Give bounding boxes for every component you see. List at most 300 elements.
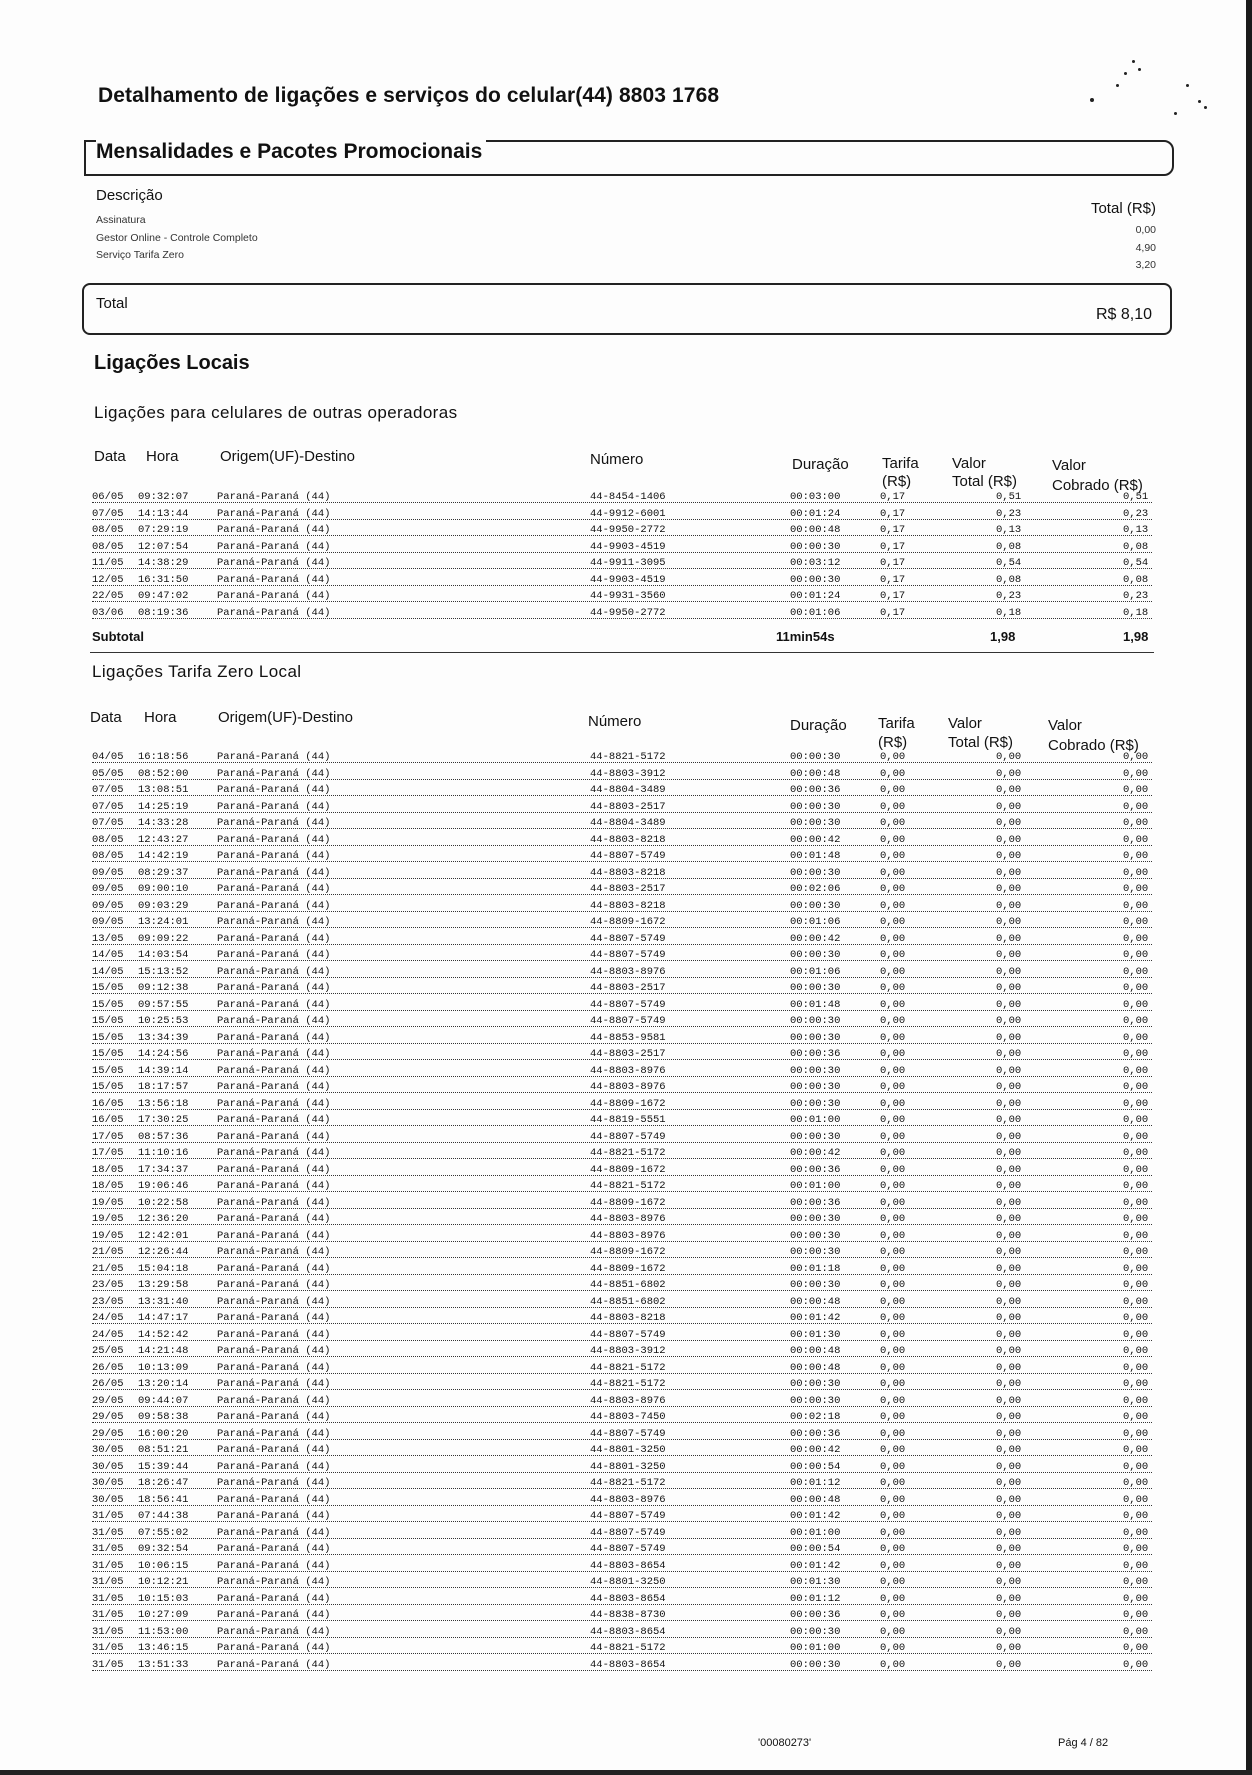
cell-valor-cobrado: 0,00 <box>1123 850 1149 862</box>
cell-origem: Paraná-Paraná (44) <box>217 1180 331 1192</box>
cell-valor-cobrado: 0,00 <box>1123 1592 1149 1605</box>
col-valor-cobrado-unit: Cobrado (R$) <box>1048 737 1139 754</box>
cell-duracao: 00:00:30 <box>790 982 841 994</box>
cell-data: 15/05 <box>92 1031 124 1044</box>
cell-data: 22/05 <box>92 590 124 602</box>
cell-origem: Paraná-Paraná (44) <box>217 1427 331 1440</box>
cell-hora: 13:08:51 <box>138 784 189 796</box>
cell-tarifa: 0,00 <box>880 833 906 846</box>
cell-valor-total: 0,00 <box>996 1081 1022 1093</box>
cell-valor-total: 0,00 <box>996 1229 1022 1242</box>
cell-valor-total: 0,23 <box>996 507 1022 520</box>
cell-valor-cobrado: 0,00 <box>1123 1180 1149 1192</box>
description-values <box>1136 222 1156 275</box>
cell-hora: 16:00:20 <box>138 1427 189 1440</box>
cell-duracao: 00:00:30 <box>790 1081 841 1093</box>
cell-hora: 10:06:15 <box>138 1559 189 1572</box>
col-data: Data <box>90 709 122 726</box>
cell-numero: 44-8809-1672 <box>590 1246 666 1258</box>
cell-hora: 14:47:17 <box>138 1312 189 1324</box>
subtotal-total: 1,98 <box>990 629 1016 644</box>
cell-tarifa: 0,00 <box>880 850 906 862</box>
cell-data: 21/05 <box>92 1262 124 1275</box>
cell-numero: 44-8803-8976 <box>590 1229 666 1242</box>
cell-valor-total: 0,00 <box>996 1559 1022 1572</box>
cell-origem: Paraná-Paraná (44) <box>217 1147 331 1159</box>
cell-hora: 07:29:19 <box>138 524 189 536</box>
cell-numero: 44-8803-7450 <box>590 1411 666 1423</box>
cell-duracao: 00:00:30 <box>790 1625 841 1638</box>
table-row <box>90 1262 1152 1279</box>
cell-valor-cobrado: 0,00 <box>1123 1114 1149 1126</box>
cell-duracao: 00:01:00 <box>790 1114 841 1126</box>
cell-hora: 12:36:20 <box>138 1213 189 1225</box>
cell-hora: 10:22:58 <box>138 1196 189 1209</box>
cell-duracao: 00:01:12 <box>790 1592 841 1605</box>
table-row <box>90 1641 1152 1658</box>
cell-tarifa: 0,00 <box>880 1576 906 1588</box>
col-origem: Origem(UF)-Destino <box>220 448 356 465</box>
cell-tarifa: 0,17 <box>880 507 906 520</box>
cell-tarifa: 0,00 <box>880 1279 906 1291</box>
cell-numero: 44-8803-8976 <box>590 1394 666 1407</box>
cell-duracao: 00:00:54 <box>790 1543 841 1555</box>
cell-valor-cobrado: 0,00 <box>1123 1064 1149 1077</box>
cell-data: 08/05 <box>92 850 124 862</box>
col-valor-cobrado: Valor <box>1048 717 1082 734</box>
cell-valor-cobrado: 0,00 <box>1123 1609 1149 1621</box>
cell-tarifa: 0,00 <box>880 1015 906 1027</box>
cell-hora: 09:32:54 <box>138 1543 189 1555</box>
table-row <box>90 1344 1152 1361</box>
cell-data: 15/05 <box>92 1015 124 1027</box>
cell-hora: 07:44:38 <box>138 1510 189 1522</box>
cell-valor-total: 0,00 <box>996 1262 1022 1275</box>
cell-tarifa: 0,17 <box>880 524 906 536</box>
cell-duracao: 00:00:30 <box>790 899 841 912</box>
cell-duracao: 00:00:42 <box>790 932 841 945</box>
table-row <box>90 833 1152 850</box>
cell-duracao: 00:00:48 <box>790 524 841 536</box>
cell-tarifa: 0,00 <box>880 916 906 928</box>
cell-valor-total: 0,00 <box>996 833 1022 846</box>
cell-valor-total: 0,00 <box>996 1345 1022 1357</box>
cell-data: 13/05 <box>92 932 124 945</box>
cell-valor-cobrado: 0,00 <box>1123 883 1149 895</box>
cell-origem: Paraná-Paraná (44) <box>217 1262 331 1275</box>
cell-numero: 44-8803-2517 <box>590 982 666 994</box>
cell-duracao: 00:00:30 <box>790 817 841 829</box>
cell-valor-cobrado: 0,51 <box>1123 491 1149 503</box>
cell-hora: 13:34:39 <box>138 1031 189 1044</box>
cell-data: 19/05 <box>92 1196 124 1209</box>
cell-origem: Paraná-Paraná (44) <box>217 524 331 536</box>
cell-hora: 14:25:19 <box>138 800 189 813</box>
cell-valor-cobrado: 0,00 <box>1123 916 1149 928</box>
cell-origem: Paraná-Paraná (44) <box>217 1493 331 1506</box>
cell-hora: 09:00:10 <box>138 883 189 895</box>
cell-data: 30/05 <box>92 1444 124 1456</box>
cell-hora: 09:32:07 <box>138 491 189 503</box>
cell-valor-cobrado: 0,00 <box>1123 965 1149 978</box>
cell-tarifa: 0,00 <box>880 1592 906 1605</box>
cell-duracao: 00:01:00 <box>790 1526 841 1539</box>
cell-duracao: 00:00:30 <box>790 573 841 586</box>
scan-specks <box>1080 48 1230 128</box>
cell-origem: Paraná-Paraná (44) <box>217 1592 331 1605</box>
cell-valor-cobrado: 0,00 <box>1123 1213 1149 1225</box>
cell-valor-total: 0,54 <box>996 557 1022 569</box>
cell-numero: 44-8819-5551 <box>590 1114 666 1126</box>
cell-origem: Paraná-Paraná (44) <box>217 1279 331 1291</box>
cell-tarifa: 0,00 <box>880 1526 906 1539</box>
cell-valor-cobrado: 0,00 <box>1123 817 1149 829</box>
table-row <box>90 1311 1152 1328</box>
cell-valor-total: 0,00 <box>996 1246 1022 1258</box>
cell-data: 29/05 <box>92 1394 124 1407</box>
table-row <box>90 882 1152 899</box>
cell-origem: Paraná-Paraná (44) <box>217 1361 331 1374</box>
table-row <box>90 1064 1152 1081</box>
cell-data: 29/05 <box>92 1427 124 1440</box>
cell-duracao: 00:01:48 <box>790 998 841 1011</box>
cell-origem: Paraná-Paraná (44) <box>217 1460 331 1473</box>
cell-valor-cobrado: 0,00 <box>1123 784 1149 796</box>
cell-data: 31/05 <box>92 1609 124 1621</box>
cell-duracao: 00:00:42 <box>790 833 841 846</box>
cell-numero: 44-8807-5749 <box>590 1328 666 1341</box>
cell-origem: Paraná-Paraná (44) <box>217 1114 331 1126</box>
col-tarifa: Tarifa <box>882 455 919 472</box>
cell-data: 30/05 <box>92 1460 124 1473</box>
cell-valor-cobrado: 0,00 <box>1123 1444 1149 1456</box>
table-outras-operadoras <box>90 490 1152 622</box>
cell-valor-total: 0,08 <box>996 573 1022 586</box>
cell-hora: 08:52:00 <box>138 767 189 780</box>
cell-valor-cobrado: 0,00 <box>1123 1048 1149 1060</box>
cell-tarifa: 0,00 <box>880 998 906 1011</box>
table-tarifa-zero <box>90 750 1152 1674</box>
cell-numero: 44-8454-1406 <box>590 491 666 503</box>
cell-valor-total: 0,00 <box>996 1180 1022 1192</box>
cell-origem: Paraná-Paraná (44) <box>217 1378 331 1390</box>
cell-numero: 44-8807-5749 <box>590 850 666 862</box>
table-row <box>90 1460 1152 1477</box>
cell-valor-cobrado: 0,23 <box>1123 590 1149 602</box>
cell-origem: Paraná-Paraná (44) <box>217 1543 331 1555</box>
cell-valor-total: 0,00 <box>996 1196 1022 1209</box>
cell-data: 23/05 <box>92 1295 124 1308</box>
cell-tarifa: 0,00 <box>880 1048 906 1060</box>
table-row <box>90 800 1152 817</box>
cell-data: 31/05 <box>92 1559 124 1572</box>
cell-valor-total: 0,18 <box>996 606 1022 619</box>
cell-origem: Paraná-Paraná (44) <box>217 507 331 520</box>
cell-tarifa: 0,00 <box>880 1196 906 1209</box>
col-duracao: Duração <box>792 456 849 473</box>
table-row <box>90 1526 1152 1543</box>
desc-item: Assinatura <box>96 214 146 226</box>
cell-hora: 13:51:33 <box>138 1658 189 1671</box>
cell-tarifa: 0,00 <box>880 1427 906 1440</box>
cell-hora: 13:56:18 <box>138 1097 189 1110</box>
cell-numero: 44-9912-6001 <box>590 507 666 520</box>
cell-valor-cobrado: 0,00 <box>1123 751 1149 763</box>
cell-hora: 17:34:37 <box>138 1163 189 1176</box>
subtotal-duracao: 11min54s <box>776 629 835 644</box>
cell-valor-total: 0,00 <box>996 1658 1022 1671</box>
cell-valor-cobrado: 0,00 <box>1123 982 1149 994</box>
col-numero: Número <box>588 713 642 730</box>
table-row <box>90 1196 1152 1213</box>
col-valor-cobrado-unit: Cobrado (R$) <box>1052 477 1143 494</box>
cell-valor-cobrado: 0,00 <box>1123 1378 1149 1390</box>
cell-duracao: 00:01:06 <box>790 965 841 978</box>
cell-valor-cobrado: 0,00 <box>1123 998 1149 1011</box>
col-valor-total: Valor <box>952 455 986 472</box>
cell-valor-cobrado: 0,00 <box>1123 1543 1149 1555</box>
cell-valor-total: 0,00 <box>996 1328 1022 1341</box>
cell-numero: 44-8809-1672 <box>590 1196 666 1209</box>
cell-numero: 44-8801-3250 <box>590 1460 666 1473</box>
table-row <box>90 1146 1152 1163</box>
cell-valor-total: 0,00 <box>996 1114 1022 1126</box>
cell-hora: 10:15:03 <box>138 1592 189 1605</box>
cell-origem: Paraná-Paraná (44) <box>217 1576 331 1588</box>
cell-valor-cobrado: 0,00 <box>1123 899 1149 912</box>
cell-duracao: 00:00:30 <box>790 1064 841 1077</box>
cell-origem: Paraná-Paraná (44) <box>217 817 331 829</box>
cell-data: 29/05 <box>92 1411 124 1423</box>
cell-duracao: 00:00:36 <box>790 1427 841 1440</box>
cell-valor-cobrado: 0,00 <box>1123 866 1149 879</box>
cell-valor-total: 0,00 <box>996 1477 1022 1489</box>
cell-hora: 08:51:21 <box>138 1444 189 1456</box>
cell-valor-cobrado: 0,00 <box>1123 833 1149 846</box>
cell-hora: 15:04:18 <box>138 1262 189 1275</box>
cell-numero: 44-8838-8730 <box>590 1609 666 1621</box>
table-row <box>90 849 1152 866</box>
footer-document-code: '00080273' <box>758 1737 812 1749</box>
cell-valor-total: 0,00 <box>996 866 1022 879</box>
cell-valor-total: 0,00 <box>996 1031 1022 1044</box>
cell-tarifa: 0,00 <box>880 1543 906 1555</box>
cell-numero: 44-9950-2772 <box>590 524 666 536</box>
cell-valor-total: 0,00 <box>996 1378 1022 1390</box>
cell-numero: 44-8803-8654 <box>590 1625 666 1638</box>
cell-valor-cobrado: 0,00 <box>1123 1196 1149 1209</box>
cell-valor-total: 0,00 <box>996 1130 1022 1143</box>
cell-hora: 14:38:29 <box>138 557 189 569</box>
col-data: Data <box>94 448 126 465</box>
desc-item: Gestor Online - Controle Completo <box>96 231 258 244</box>
cell-numero: 44-8801-3250 <box>590 1576 666 1588</box>
cell-valor-total: 0,08 <box>996 540 1022 553</box>
cell-hora: 14:03:54 <box>138 949 189 961</box>
cell-valor-total: 0,00 <box>996 1147 1022 1159</box>
cell-valor-total: 0,00 <box>996 1411 1022 1423</box>
description-list <box>96 212 258 265</box>
cell-duracao: 00:00:36 <box>790 1048 841 1060</box>
cell-data: 15/05 <box>92 1081 124 1093</box>
cell-valor-total: 0,00 <box>996 1427 1022 1440</box>
cell-hora: 18:26:47 <box>138 1477 189 1489</box>
cell-numero: 44-8851-6802 <box>590 1279 666 1291</box>
table-row <box>90 1658 1152 1675</box>
table-row <box>90 866 1152 883</box>
cell-numero: 44-8807-5749 <box>590 1526 666 1539</box>
table-row <box>90 1163 1152 1180</box>
cell-numero: 44-8803-8218 <box>590 833 666 846</box>
subtotal-label: Subtotal <box>92 629 144 644</box>
cell-hora: 11:53:00 <box>138 1625 189 1638</box>
col-hora: Hora <box>146 448 179 465</box>
cell-hora: 09:57:55 <box>138 998 189 1011</box>
cell-duracao: 00:00:48 <box>790 1493 841 1506</box>
cell-duracao: 00:00:30 <box>790 1378 841 1390</box>
cell-duracao: 00:01:48 <box>790 850 841 862</box>
cell-data: 25/05 <box>92 1345 124 1357</box>
cell-numero: 44-8803-3912 <box>590 1345 666 1357</box>
cell-valor-total: 0,00 <box>996 1576 1022 1588</box>
cell-duracao: 00:01:42 <box>790 1559 841 1572</box>
cell-valor-total: 0,00 <box>996 1279 1022 1291</box>
table-row <box>90 783 1152 800</box>
cell-numero: 44-8804-3489 <box>590 784 666 796</box>
cell-origem: Paraná-Paraná (44) <box>217 932 331 945</box>
cell-tarifa: 0,00 <box>880 932 906 945</box>
cell-valor-total: 0,00 <box>996 850 1022 862</box>
cell-origem: Paraná-Paraná (44) <box>217 767 331 780</box>
table-row <box>90 1493 1152 1510</box>
col-valor-total-unit: Total (R$) <box>948 734 1014 751</box>
cell-hora: 18:56:41 <box>138 1493 189 1506</box>
cell-duracao: 00:02:06 <box>790 883 841 895</box>
cell-numero: 44-8803-3912 <box>590 767 666 780</box>
cell-tarifa: 0,00 <box>880 1444 906 1456</box>
cell-data: 31/05 <box>92 1543 124 1555</box>
cell-origem: Paraná-Paraná (44) <box>217 1295 331 1308</box>
cell-numero: 44-8821-5172 <box>590 1180 666 1192</box>
cell-duracao: 00:00:42 <box>790 1147 841 1159</box>
cell-numero: 44-8803-8218 <box>590 1312 666 1324</box>
total-value: R$ 8,10 <box>1095 306 1152 323</box>
table-row <box>90 932 1152 949</box>
cell-numero: 44-8821-5172 <box>590 1642 666 1654</box>
cell-origem: Paraná-Paraná (44) <box>217 751 331 763</box>
cell-valor-cobrado: 0,08 <box>1123 540 1149 553</box>
cell-hora: 15:13:52 <box>138 965 189 978</box>
cell-origem: Paraná-Paraná (44) <box>217 1246 331 1258</box>
cell-numero: 44-8851-6802 <box>590 1295 666 1308</box>
cell-origem: Paraná-Paraná (44) <box>217 916 331 928</box>
cell-valor-total: 0,00 <box>996 1048 1022 1060</box>
cell-data: 03/06 <box>92 606 124 619</box>
cell-duracao: 00:00:48 <box>790 1361 841 1374</box>
cell-origem: Paraná-Paraná (44) <box>217 982 331 994</box>
cell-origem: Paraná-Paraná (44) <box>217 784 331 796</box>
cell-data: 07/05 <box>92 800 124 813</box>
cell-duracao: 00:01:00 <box>790 1642 841 1654</box>
cell-tarifa: 0,00 <box>880 1361 906 1374</box>
cell-data: 24/05 <box>92 1328 124 1341</box>
table-row <box>90 1080 1152 1097</box>
cell-tarifa: 0,17 <box>880 606 906 619</box>
cell-data: 15/05 <box>92 1048 124 1060</box>
table-row <box>90 1014 1152 1031</box>
table-row <box>90 1377 1152 1394</box>
col-tarifa-unit: (R$) <box>878 734 908 751</box>
cell-tarifa: 0,00 <box>880 1328 906 1341</box>
cell-data: 08/05 <box>92 833 124 846</box>
cell-tarifa: 0,00 <box>880 1312 906 1324</box>
col-valor-cobrado: Valor <box>1052 457 1086 474</box>
cell-origem: Paraná-Paraná (44) <box>217 1312 331 1324</box>
table-row <box>90 816 1152 833</box>
cell-valor-cobrado: 0,00 <box>1123 1163 1149 1176</box>
cell-hora: 14:39:14 <box>138 1064 189 1077</box>
cell-valor-total: 0,00 <box>996 784 1022 796</box>
cell-valor-total: 0,00 <box>996 1460 1022 1473</box>
table-row <box>90 1031 1152 1048</box>
cell-tarifa: 0,00 <box>880 883 906 895</box>
cell-data: 31/05 <box>92 1526 124 1539</box>
cell-valor-total: 0,00 <box>996 1097 1022 1110</box>
cell-origem: Paraná-Paraná (44) <box>217 850 331 862</box>
cell-tarifa: 0,00 <box>880 1477 906 1489</box>
cell-hora: 08:57:36 <box>138 1130 189 1143</box>
cell-numero: 44-8803-8654 <box>590 1658 666 1671</box>
cell-data: 15/05 <box>92 998 124 1011</box>
cell-duracao: 00:00:36 <box>790 1163 841 1176</box>
description-header: Descrição <box>96 187 163 204</box>
cell-hora: 12:26:44 <box>138 1246 189 1258</box>
cell-origem: Paraná-Paraná (44) <box>217 800 331 813</box>
cell-data: 26/05 <box>92 1378 124 1390</box>
desc-value: 4,90 <box>1135 241 1156 254</box>
cell-valor-cobrado: 0,00 <box>1123 1262 1149 1275</box>
cell-valor-cobrado: 0,00 <box>1123 1625 1149 1638</box>
cell-numero: 44-8821-5172 <box>590 1477 666 1489</box>
cell-hora: 08:29:37 <box>138 866 189 879</box>
cell-tarifa: 0,00 <box>880 1460 906 1473</box>
cell-valor-cobrado: 0,00 <box>1123 1411 1149 1423</box>
subtotal-cobrado: 1,98 <box>1123 629 1149 644</box>
cell-valor-cobrado: 0,00 <box>1123 1526 1149 1539</box>
cell-valor-total: 0,00 <box>996 1609 1022 1621</box>
cell-tarifa: 0,17 <box>880 557 906 569</box>
cell-valor-cobrado: 0,00 <box>1123 1081 1149 1093</box>
cell-valor-cobrado: 0,00 <box>1123 1493 1149 1506</box>
cell-tarifa: 0,00 <box>880 1180 906 1192</box>
cell-origem: Paraná-Paraná (44) <box>217 590 331 602</box>
cell-valor-cobrado: 0,00 <box>1123 1658 1149 1671</box>
cell-valor-total: 0,00 <box>996 899 1022 912</box>
cell-duracao: 00:00:30 <box>790 1031 841 1044</box>
cell-hora: 14:33:28 <box>138 817 189 829</box>
table-row <box>90 1130 1152 1147</box>
cell-tarifa: 0,00 <box>880 1658 906 1671</box>
cell-data: 30/05 <box>92 1493 124 1506</box>
cell-tarifa: 0,00 <box>880 982 906 994</box>
cell-hora: 13:20:14 <box>138 1378 189 1390</box>
cell-duracao: 00:01:30 <box>790 1328 841 1341</box>
cell-valor-cobrado: 0,00 <box>1123 932 1149 945</box>
cell-hora: 14:42:19 <box>138 850 189 862</box>
cell-numero: 44-8803-2517 <box>590 1048 666 1060</box>
cell-duracao: 00:01:12 <box>790 1477 841 1489</box>
cell-data: 14/05 <box>92 949 124 961</box>
